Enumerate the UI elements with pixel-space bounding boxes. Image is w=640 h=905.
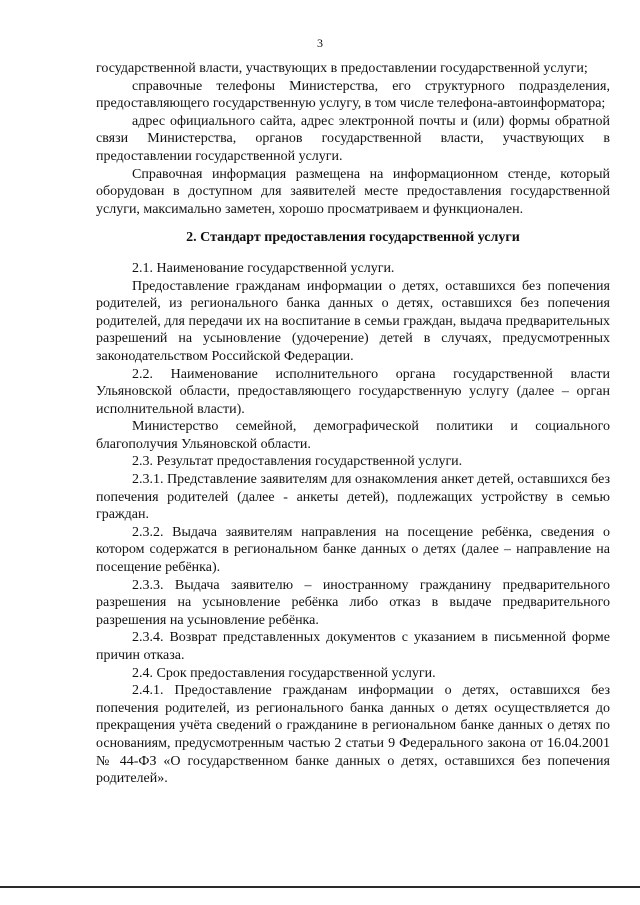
paragraph: адрес официального сайта, адрес электронной почты и (или) формы обратной связи Министерства, органов государственной власти, участвующих в предоставлении государственной услуги. [96,113,610,164]
paragraph: справочные телефоны Министерства, его структурного подразделения, предоставляющего государственную услугу, в том числе телефона-автоинформатора; [96,78,610,112]
document-body [96,60,610,788]
paragraph: 2.3.1. Представление заявителям для ознакомления анкет детей, оставшихся без попечения родителей (далее - анкеты детей), подлежащих устройству в семью граждан. [96,472,610,523]
paragraph: 2.3.3. Выдача заявителю – иностранному гражданину предварительного разрешения на усыновление ребёнка либо отказ в выдаче предварительного разрешения на усыновление ребёнка. [96,577,610,628]
scan-edge-line [0,886,640,888]
paragraph: Предоставление гражданам информации о детях, оставшихся без попечения родителей, из регионального банка данных о детях, оставшихся без попечения родителей, для передачи их на воспитание в семьи граждан, выдача предварительных разрешений на усыновление (удочерение) детей в случаях, предусмотренных законодательством Российской Федерации. [96,278,610,364]
paragraph: 2.1. Наименование государственной услуги. [132,260,395,276]
paragraph: 2.4. Срок предоставления государственной услуги. [132,665,436,681]
paragraph: Министерство семейной, демографической политики и социального благополучия Ульяновской области. [96,419,610,452]
paragraph: 2.3. Результат предоставления государственной услуги. [132,454,463,470]
paragraph: 2.3.2. Выдача заявителям направления на посещение ребёнка, сведения о котором содержатся в региональном банке данных о детях (далее – направление на посещение ребёнка). [96,524,610,576]
paragraph: 2.4.1. Предоставление гражданам информации о детях, оставшихся без попечения родителей, из регионального банка данных о детях осуществляется до прекращения учёта сведений о гражданине в региональном банке данных о детях по основаниям, предусмотренным частью 2 статьи 9 Федерального закона от 16.04.2001 № 44-ФЗ «О государственном банке данных о детях, оставшихся без попечения родителей». [96,683,610,787]
section-heading: 2. Стандарт предоставления государственной услуги [186,230,520,246]
paragraph: 2.3.4. Возврат представленных документов с указанием в письменной форме причин отказа. [96,630,610,663]
page-number: 3 [317,36,323,50]
paragraph: государственной власти, участвующих в предоставлении государственной услуги; [96,61,588,76]
paragraph: 2.2. Наименование исполнительного органа государственной власти Ульяновской области, предоставляющего государственную услугу (далее – орган исполнительной власти). [96,366,610,417]
paragraph: Справочная информация размещена на информационном стенде, который оборудован в доступном для заявителей месте предоставления государственной услуги, максимально заметен, хорошо просматриваем и функционален. [96,166,610,217]
